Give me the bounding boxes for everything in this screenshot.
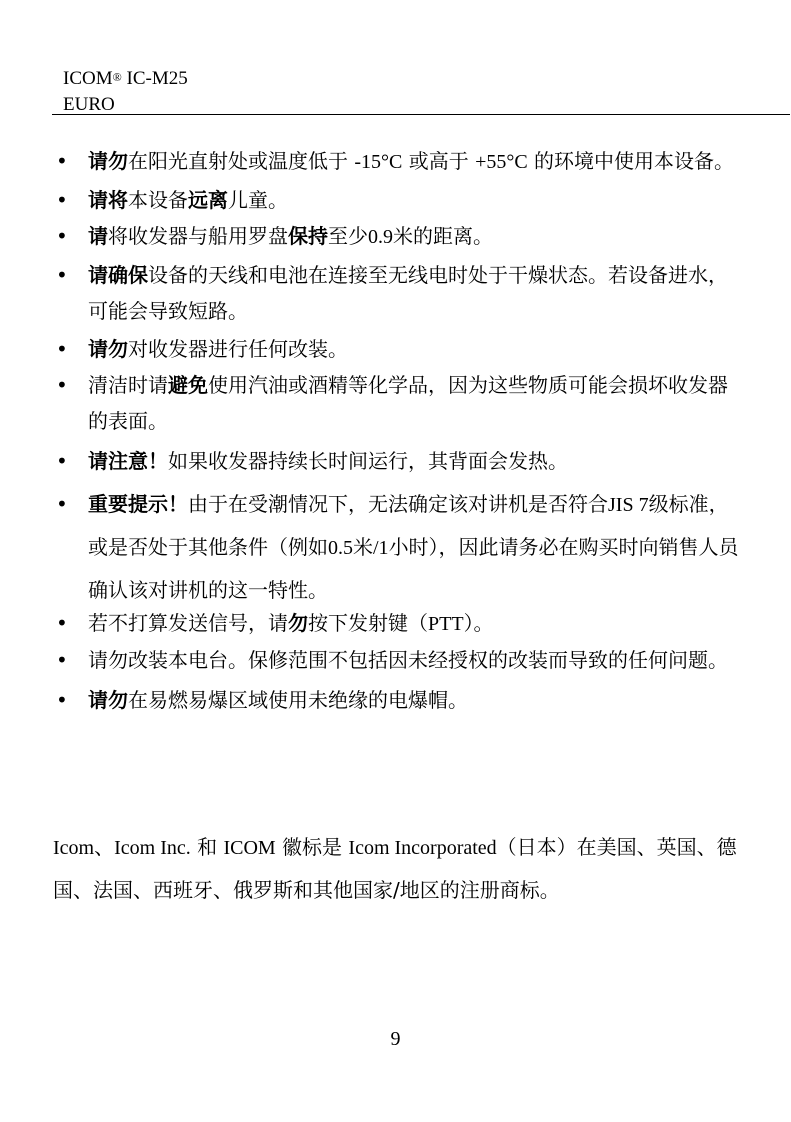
item-text: 本设备	[128, 188, 188, 212]
bullet-icon: •	[56, 373, 68, 397]
item-text: 儿童。	[228, 188, 288, 212]
trademark-notice	[53, 826, 753, 911]
duration-value: /1	[373, 537, 389, 559]
bullet-icon: •	[56, 688, 68, 712]
emphasis-text: 请将	[88, 188, 128, 212]
item-text: 在阳光直射处或温度低于	[128, 149, 355, 173]
list-item	[56, 682, 746, 718]
bullet-icon: •	[56, 188, 68, 212]
emphasis-text: 请勿	[88, 688, 128, 712]
list-item	[56, 331, 746, 367]
emphasis-text: 请勿	[88, 149, 128, 173]
brand-name: Icom	[53, 837, 95, 859]
temperature-value: -15°C	[354, 151, 403, 173]
emphasis-text: 重要提示！	[88, 492, 188, 516]
bullet-icon: •	[56, 611, 68, 635]
item-text: 如果收发器持续长时间运行，其背面会发热。	[168, 449, 568, 473]
item-text: 级标准，或是否处于其他条件（例如	[88, 492, 729, 559]
model-prefix: ICOM	[63, 68, 113, 89]
list-item	[56, 257, 746, 329]
region-label: EURO	[63, 94, 115, 115]
item-text: 米的距离。	[393, 224, 493, 248]
bullet-icon: •	[56, 224, 68, 248]
page-number: 9	[390, 1028, 401, 1050]
list-item	[56, 642, 746, 678]
notice-text: 徽标是	[275, 835, 349, 859]
item-text: 若不打算发送信号，请	[88, 611, 288, 635]
emphasis-text: 勿	[288, 611, 308, 635]
list-item	[56, 443, 746, 479]
bullet-icon: •	[56, 648, 68, 672]
notice-text: 和	[190, 835, 224, 859]
distance-value: 0.9	[368, 226, 393, 248]
item-text: 米	[353, 535, 373, 559]
notice-text: 、	[94, 835, 115, 859]
list-item	[56, 143, 746, 180]
standard-value: JIS 7	[608, 494, 649, 516]
item-text: 由于在受潮情况下，无法确定该对讲机是否符合	[188, 492, 608, 516]
registered-mark: ®	[112, 70, 122, 84]
item-text: ）。	[463, 611, 494, 635]
model-name	[63, 66, 188, 92]
emphasis-text: 请注意！	[88, 449, 168, 473]
bullet-icon: •	[56, 149, 68, 173]
list-item	[56, 218, 746, 255]
depth-value: 0.5	[328, 537, 353, 559]
item-text: 请勿改装本电台。保修范围不包括因未经授权的改装而导致的任何问题。	[88, 648, 728, 672]
brand-name: Icom Incorporated	[348, 837, 497, 859]
model-suffix: IC-M25	[121, 68, 188, 89]
header-divider	[52, 114, 790, 115]
safety-precautions-list	[56, 143, 746, 718]
emphasis-text: 避免	[168, 373, 208, 397]
key-name: PTT	[428, 613, 464, 635]
list-item	[56, 483, 746, 611]
list-item	[56, 605, 746, 642]
item-text: 小时），因此请务必在购买时向销售人员确认该对讲机的这一特性。	[88, 535, 739, 602]
item-text: 按下发射键（	[308, 611, 428, 635]
emphasis-text: 请确保	[88, 263, 148, 287]
item-text: 清洁时请	[88, 373, 168, 397]
item-text: 将收发器与船用罗盘	[108, 224, 288, 248]
brand-name: Icom Inc.	[114, 837, 191, 859]
bullet-icon: •	[56, 449, 68, 473]
list-item	[56, 367, 746, 439]
temperature-value: +55°C	[475, 151, 528, 173]
bullet-icon: •	[56, 263, 68, 287]
document-header	[63, 66, 188, 118]
bullet-icon: •	[56, 492, 68, 516]
notice-text: （日本）在美国、英国、德国、法国、西班牙、俄罗斯和其他国家/地区的注册商标。	[53, 835, 737, 902]
emphasis-text: 保持	[288, 224, 328, 248]
item-text: 对收发器进行任何改装。	[128, 337, 348, 361]
item-text: 在易燃易爆区域使用未绝缘的电爆帽。	[128, 688, 468, 712]
item-text: 至少	[328, 224, 368, 248]
item-text: 的环境中使用本设备。	[527, 149, 735, 173]
emphasis-text: 远离	[188, 188, 228, 212]
bullet-icon: •	[56, 337, 68, 361]
list-item	[56, 182, 746, 218]
emphasis-text: 请勿	[88, 337, 128, 361]
item-text: 设备的天线和电池在连接至无线电时处于干燥状态。若设备进水，可能会导致短路。	[88, 263, 728, 323]
item-text: 或高于	[402, 149, 476, 173]
emphasis-text: 请	[88, 224, 108, 248]
brand-name: ICOM	[223, 837, 276, 859]
item-text: 使用汽油或酒精等化学品，因为这些物质可能会损坏收发器的表面。	[88, 373, 728, 433]
